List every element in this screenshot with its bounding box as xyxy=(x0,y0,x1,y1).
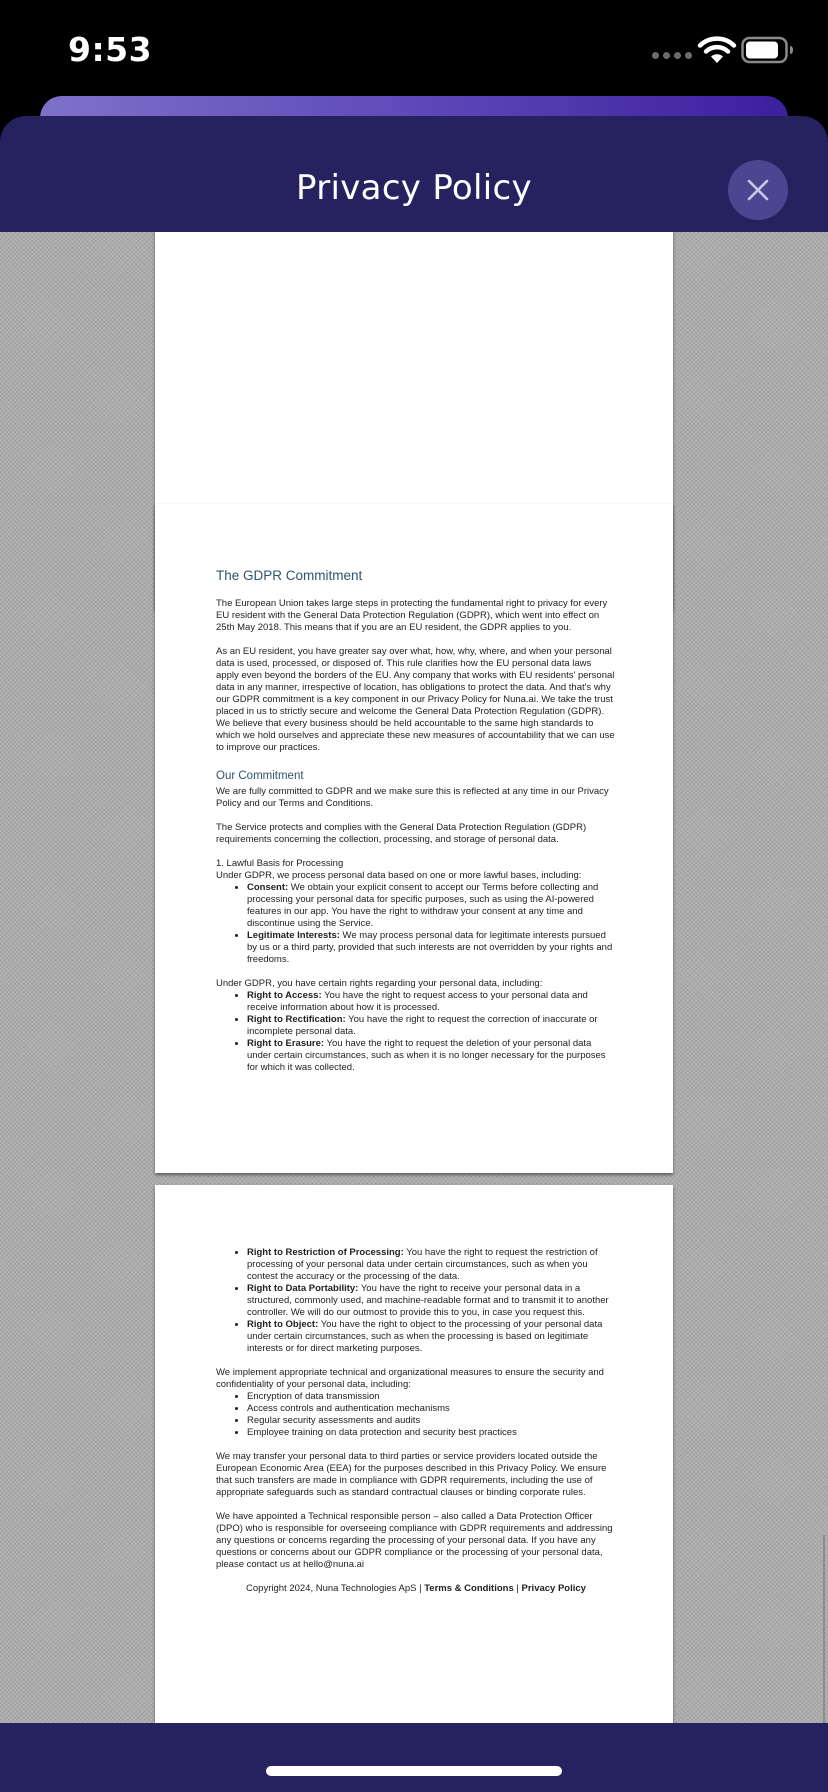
status-time: 9:53 xyxy=(68,30,153,69)
privacy-link[interactable]: Privacy Policy xyxy=(521,1583,586,1594)
gdpr-paragraph: The European Union takes large steps in protecting the fundamental right to privacy for every EU resident with the General Data Protection Regulation (GDPR), which went into effect on 25th May 2018. This means that if you are an EU resident, the GDPR applies to you. xyxy=(216,598,608,633)
lawful-basis-list xyxy=(216,882,616,966)
commitment-paragraph: We are fully committed to GDPR and we make sure this is reflected at any time in our Privacy Policy and our Terms and Conditions. xyxy=(216,786,609,809)
privacy-policy-sheet xyxy=(0,116,828,1792)
rights-list-continued xyxy=(216,1247,616,1355)
gdpr-paragraph: As an EU resident, you have greater say over what, how, why, where, and when your personal data is used, processed, or disposed of. This rule clarifies how the EU personal data laws apply even beyond the borders of the EU. Any company that works with EU residents' personal data in any manner, irrespective of location, has obligations to protect the data. And that's why our GDPR commitment is a key component in our Privacy Policy for Nuna.ai. We take the trust placed in us to strictly secure and welcome the General Data Protection Regulation (GDPR). We believe that every business should be held accountable to the same high standards to which we hold ourselves and appreciate these new measures of accountability that we can use to improve our practices. xyxy=(216,646,615,753)
footer-copyright: Copyright 2024, Nuna Technologies ApS | Terms & Conditions | Privacy Policy xyxy=(246,1583,586,1594)
commitment-paragraph: The Service protects and complies with the General Data Protection Regulation (GDPR) requirements concerning the collection, processing, and storage of personal data. xyxy=(216,822,587,845)
list-item: • Access controls and authentication mechanisms xyxy=(247,1403,616,1415)
rights-intro: Under GDPR, you have certain rights regarding your personal data, including: xyxy=(216,978,543,989)
terms-link[interactable]: Terms & Conditions xyxy=(424,1583,514,1594)
commitment-heading: Our Commitment xyxy=(216,770,304,782)
measures-list xyxy=(216,1391,616,1439)
close-button[interactable] xyxy=(728,160,788,220)
dpo-paragraph: We have appointed a Technical responsible person – also called a Data Protection Officer (DPO) who is responsible for overseeing compliance with GDPR requirements and addressing any questions or concerns regarding the processing of your personal data. If you have any questions or concerns about our GDPR compliance or the processing of your personal data, please contact us at hello@nuna.ai xyxy=(216,1511,613,1570)
list-item: • Employee training on data protection and security best practices xyxy=(247,1427,616,1439)
list-item: • Right to Erasure: You have the right to request the deletion of your personal data under certain circumstances, such as when it is no longer necessary for the purposes for which it was collected. xyxy=(247,1038,616,1074)
list-item: • Right to Access: You have the right to request access to your personal data and receive information about how it is processed. xyxy=(247,990,616,1014)
list-item: • Right to Object: You have the right to object to the processing of your personal data under certain circumstances, such as when the processing is based on legitimate interests or for direct marketing purposes. xyxy=(247,1319,616,1355)
pdf-page xyxy=(155,1185,673,1792)
gdpr-heading: The GDPR Commitment xyxy=(216,568,363,583)
list-item: • Right to Restriction of Processing: You have the right to request the restriction of processing of your personal data under certain circumstances, such as when you contest the accuracy or the processing of the data. xyxy=(247,1247,616,1283)
battery-icon xyxy=(741,36,795,64)
list-item: • Legitimate Interests: We may process personal data for legitimate interests pursued by us or a third party, provided that such interests are not overridden by your rights and freedoms. xyxy=(247,930,616,966)
sheet-title: Privacy Policy xyxy=(296,168,532,208)
bottom-safe-area xyxy=(0,1723,828,1792)
transfer-paragraph: We may transfer your personal data to third parties or service providers located outside the European Economic Area (EEA) for the purposes described in this Privacy Policy. We ensure that such transfers are made in compliance with GDPR requirements, including the use of appropriate safeguards such as standard contractual clauses or binding corporate rules. xyxy=(216,1451,607,1498)
pdf-page xyxy=(155,504,673,1173)
sheet-header xyxy=(0,116,828,232)
status-bar xyxy=(0,0,828,100)
lawful-basis-intro: Under GDPR, we process personal data based on one or more lawful bases, including: xyxy=(216,870,582,881)
home-indicator[interactable] xyxy=(266,1766,562,1776)
list-item: • Regular security assessments and audits xyxy=(247,1415,616,1427)
list-item: • Right to Rectification: You have the right to request the correction of inaccurate or incomplete personal data. xyxy=(247,1014,616,1038)
lawful-basis-title: 1. Lawful Basis for Processing xyxy=(216,858,344,869)
list-item: • Consent: We obtain your explicit consent to accept our Terms before collecting and processing your personal data for specific purposes, such as using the AI-powered features in our app. You have the right to withdraw your consent at any time and discontinue using the Service. xyxy=(247,882,616,930)
close-icon xyxy=(746,178,770,202)
rights-list xyxy=(216,990,616,1074)
page-content xyxy=(216,1247,616,1607)
wifi-icon xyxy=(697,36,737,66)
cellular-signal-icon xyxy=(652,52,692,59)
list-item: • Encryption of data transmission xyxy=(247,1391,616,1403)
measures-intro: We implement appropriate technical and organizational measures to ensure the security and confidentiality of your personal data, including: xyxy=(216,1367,604,1390)
list-item: • Right to Data Portability: You have the right to receive your personal data in a structured, commonly used, and machine-readable format and to transmit it to another controller. We will do our outmost to provide this to you, in case you request this. xyxy=(247,1283,616,1319)
page-content xyxy=(216,568,616,1086)
pdf-viewer[interactable] xyxy=(0,232,828,1792)
